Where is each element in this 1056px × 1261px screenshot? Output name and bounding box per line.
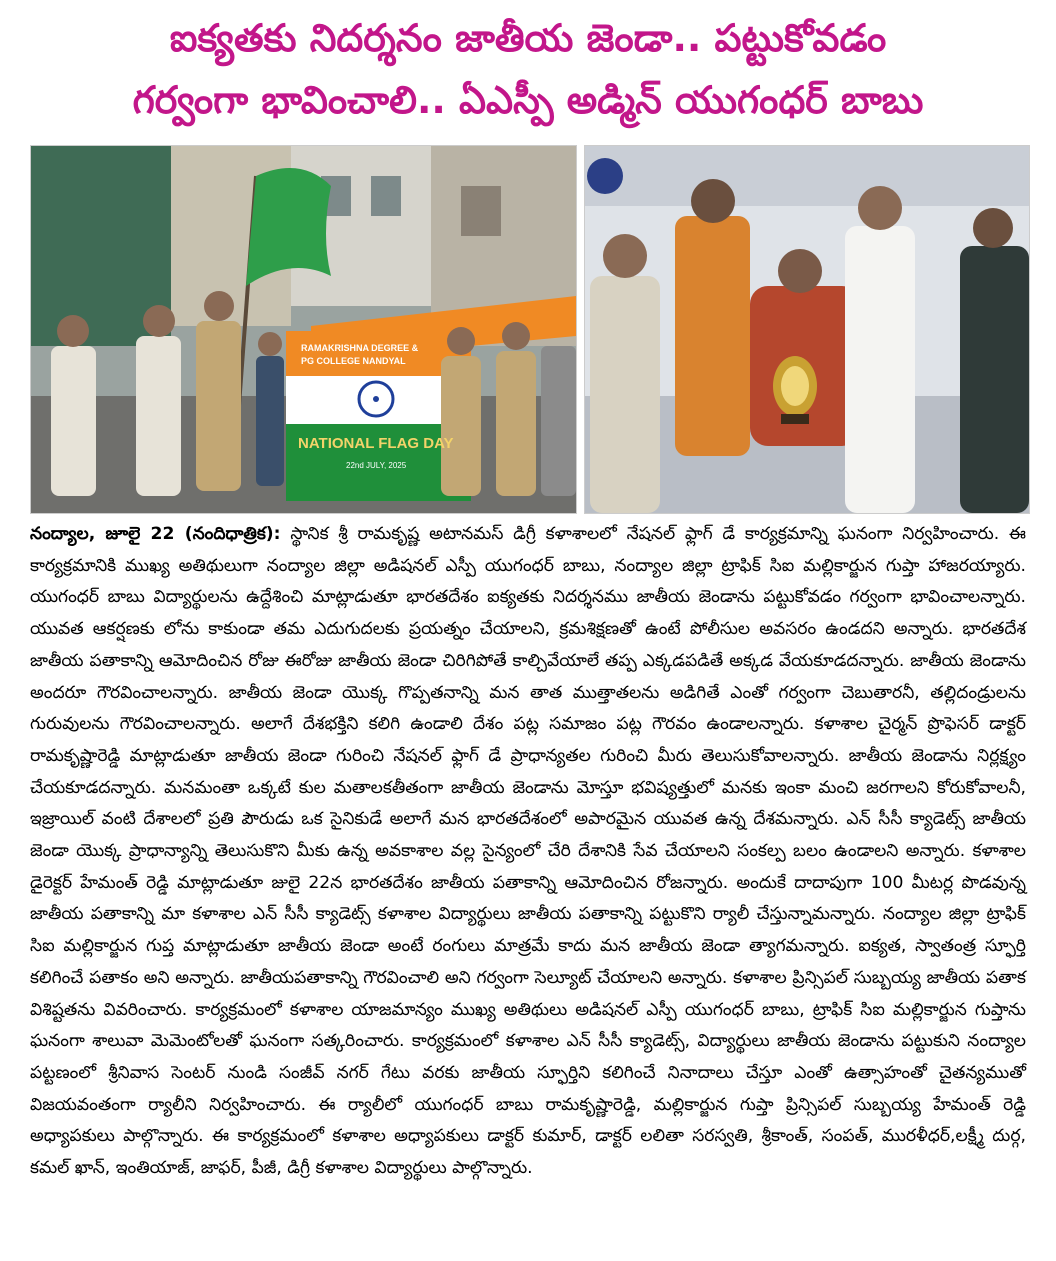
headline-line-2: గర్వంగా భావించాలి.. ఏఎస్పీ అడ్మిన్ యుగంధర్ బాబు xyxy=(132,78,924,122)
photo-flag-day-rally xyxy=(30,145,577,514)
banner-college-line-1: RAMAKRISHNA DEGREE & xyxy=(301,343,419,353)
headline-line-1: ఐక్యతకు నిదర్శనం జాతీయ జెండా.. పట్టుకోవడం xyxy=(169,16,887,60)
banner-title: NATIONAL FLAG DAY xyxy=(298,435,454,452)
banner-date: 22nd JULY, 2025 xyxy=(346,461,407,470)
article-text: స్థానిక శ్రీ రామకృష్ణ అటానమస్ డిగ్రీ కళాశాలలో నేషనల్ ఫ్లాగ్ డే కార్యక్రమాన్ని ఘనంగా నిర్వహించారు. ఈ కార్యక్రమానికి ముఖ్య అతిథులుగా నంద్యాల జిల్లా అడిషనల్ ఎస్పీ యుగంధర్ బాబు, నంద్యాల జిల్లా ట్రాఫిక్ సిఐ మల్లికార్జున గుప్తా హాజరయ్యారు. యుగంధర్ బాబు విద్యార్థులను ఉద్దేశించి మాట్లాడుతూ భారతదేశం ఐక్యతకు నిదర్శనము జాతీయ జెండాను పట్టుకోవడం గర్వంగా భావించాలన్నారు. యువత ఆకర్షణకు లోను కాకుండా తమ ఎదుగుదలకు ప్రయత్నం చేయాలని, క్రమశిక్షణతో ఉంటే పోలీసుల అవసరం ఉండదని అన్నారు. భారతదేశ జాతీయ పతాకాన్ని ఆమోదించిన రోజు ఈరోజు జాతీయ జెండా చిరిగిపోతే కాల్చివేయాలే తప్ప ఎక్కడపడితే అక్కడ వేయకూడదన్నారు. జాతీయ జెండాను అందరూ గౌరవించాలన్నారు. జాతీయ జెండా యొక్క గొప్పతనాన్ని మన తాత ముత్తాతలను అడిగితే ఎంతో గర్వంగా చెబుతారనీ, తల్లిదండ్రులను గురువులను గౌరవించాలన్నారు. అలాగే దేశభక్తిని కలిగి ఉండాలి దేశం పట్ల సమాజం పట్ల గౌరవం ఉండాలన్నారు. కళాశాల చైర్మన్ ప్రొఫెసర్ డాక్టర్ రామకృష్ణారెడ్డి మాట్లాడుతూ జాతీయ జెండా గురించి నేషనల్ ఫ్లాగ్ డే ప్రాధాన్యతల గురించి మీరు తెలుసుకోవాలన్నారు. జాతీయ జెండాను నిర్లక్ష్యం చేయకూడదన్నారు. మనమంతా ఒక్కటే కుల మతాలకతీతంగా జాతీయ జెండాను మోస్తూ భవిష్యత్తులో మనకు ఇంకా మంచి జరగాలని కోరుకోవాలనీ, ఇజ్రాయిల్ వంటి దేశాలలో ప్రతి పౌరుడు ఒక సైనికుడే అలాగే మన భారతదేశంలో అపారమైన యువత ఉన్న దేశమన్నారు. ఎన్ సీసీ క్యాడెట్స్ జాతీయ జెండా యొక్క ప్రాధాన్యాన్ని తెలుసుకొని మీకు ఉన్న అవకాశాల వల్ల సైన్యంలో చేరి దేశానికి సేవ చేయాలని సంకల్ప బలం ఉండాలని అన్నారు. కళాశాల డైరెక్టర్ హేమంత్ రెడ్డి మాట్లాడుతూ జులై 22న భారతదేశం జాతీయ పతాకాన్ని ఆమోదించిన రోజన్నారు. అందుకే దాదాపుగా 100 మీటర్ల పొడవున్న జాతీయ పతాకాన్ని మా కళాశాల ఎన్ సీసీ క్యాడెట్స్ కళాశాల విద్యార్థులు జాతీయ పతాకాన్ని పట్టుకొని ర్యాలీ చేస్తున్నామన్నారు. నంద్యాల జిల్లా ట్రాఫిక్ సిఐ మల్లికార్జున గుప్త మాట్లాడుతూ జాతీయ జెండా అంటే రంగులు మాత్రమే కాదు మన జాతీయ జెండా త్యాగమన్నారు. ఐక్యత, స్వాతంత్ర స్ఫూర్తి కలిగించే పతాకం అని అన్నారు. జాతీయపతాకాన్ని గౌరవించాలి అని గర్వంగా సెల్యూట్ చేయాలని అన్నారు. కళాశాల ప్రిన్సిపల్ సుబ్బయ్య జాతీయ పతాక విశిష్టతను వివరించారు. కార్యక్రమంలో కళాశాల యాజమాన్యం ముఖ్య అతిథులు అడిషనల్ ఎస్పీ యుగంధర్ బాబు, ట్రాఫిక్ సిఐ మల్లికార్జున గుప్తాను ఘనంగా శాలువా మెమెంటోలతో ఘనంగా సత్కరించారు. కార్యక్రమంలో కళాశాల ఎన్ సీసీ క్యాడెట్స్, విద్యార్థులు జాతీయ జెండాను పట్టుకుని నంద్యాల పట్టణంలో శ్రీనివాస సెంటర్ నుండి సంజీవ్ నగర్ గేటు వరకు జాతీయ స్ఫూర్తిని కలిగించే నినాదాలు చేస్తూ ఎంతో ఉత్సాహంతో చైతన్యముతో విజయవంతంగా ర్యాలీని నిర్వహించారు. ఈ ర్యాలీలో యుగంధర్ బాబు రామకృష్ణారెడ్డి, మల్లికార్జున గుప్తా ప్రిన్సిపల్ సుబ్బయ్య హేమంత్ రెడ్డి అధ్యాపకులు పాల్గొన్నారు. ఈ కార్యక్రమంలో కళాశాల అధ్యాపకులు డాక్టర్ కుమార్, డాక్టర్ లలితా సరస్వతి, శ్రీకాంత్, సంపత్, మురళీధర్,లక్ష్మీ దుర్గ, కమల్ ఖాన్, ఇంతియాజ్, జాఫర్, పీజీ, డిగ్రీ కళాశాల విద్యార్థులు పాల్గొన్నారు. xyxy=(30,524,1027,1179)
photo-felicitation xyxy=(584,145,1030,514)
felicitation-photo-illustration xyxy=(585,146,1029,513)
article-body xyxy=(30,519,1026,1185)
rally-photo-illustration xyxy=(31,146,576,513)
dateline: నంద్యాల, జూలై 22 (నందిధాత్రిక): xyxy=(30,524,281,544)
banner-college-line-2: PG COLLEGE NANDYAL xyxy=(301,356,406,366)
